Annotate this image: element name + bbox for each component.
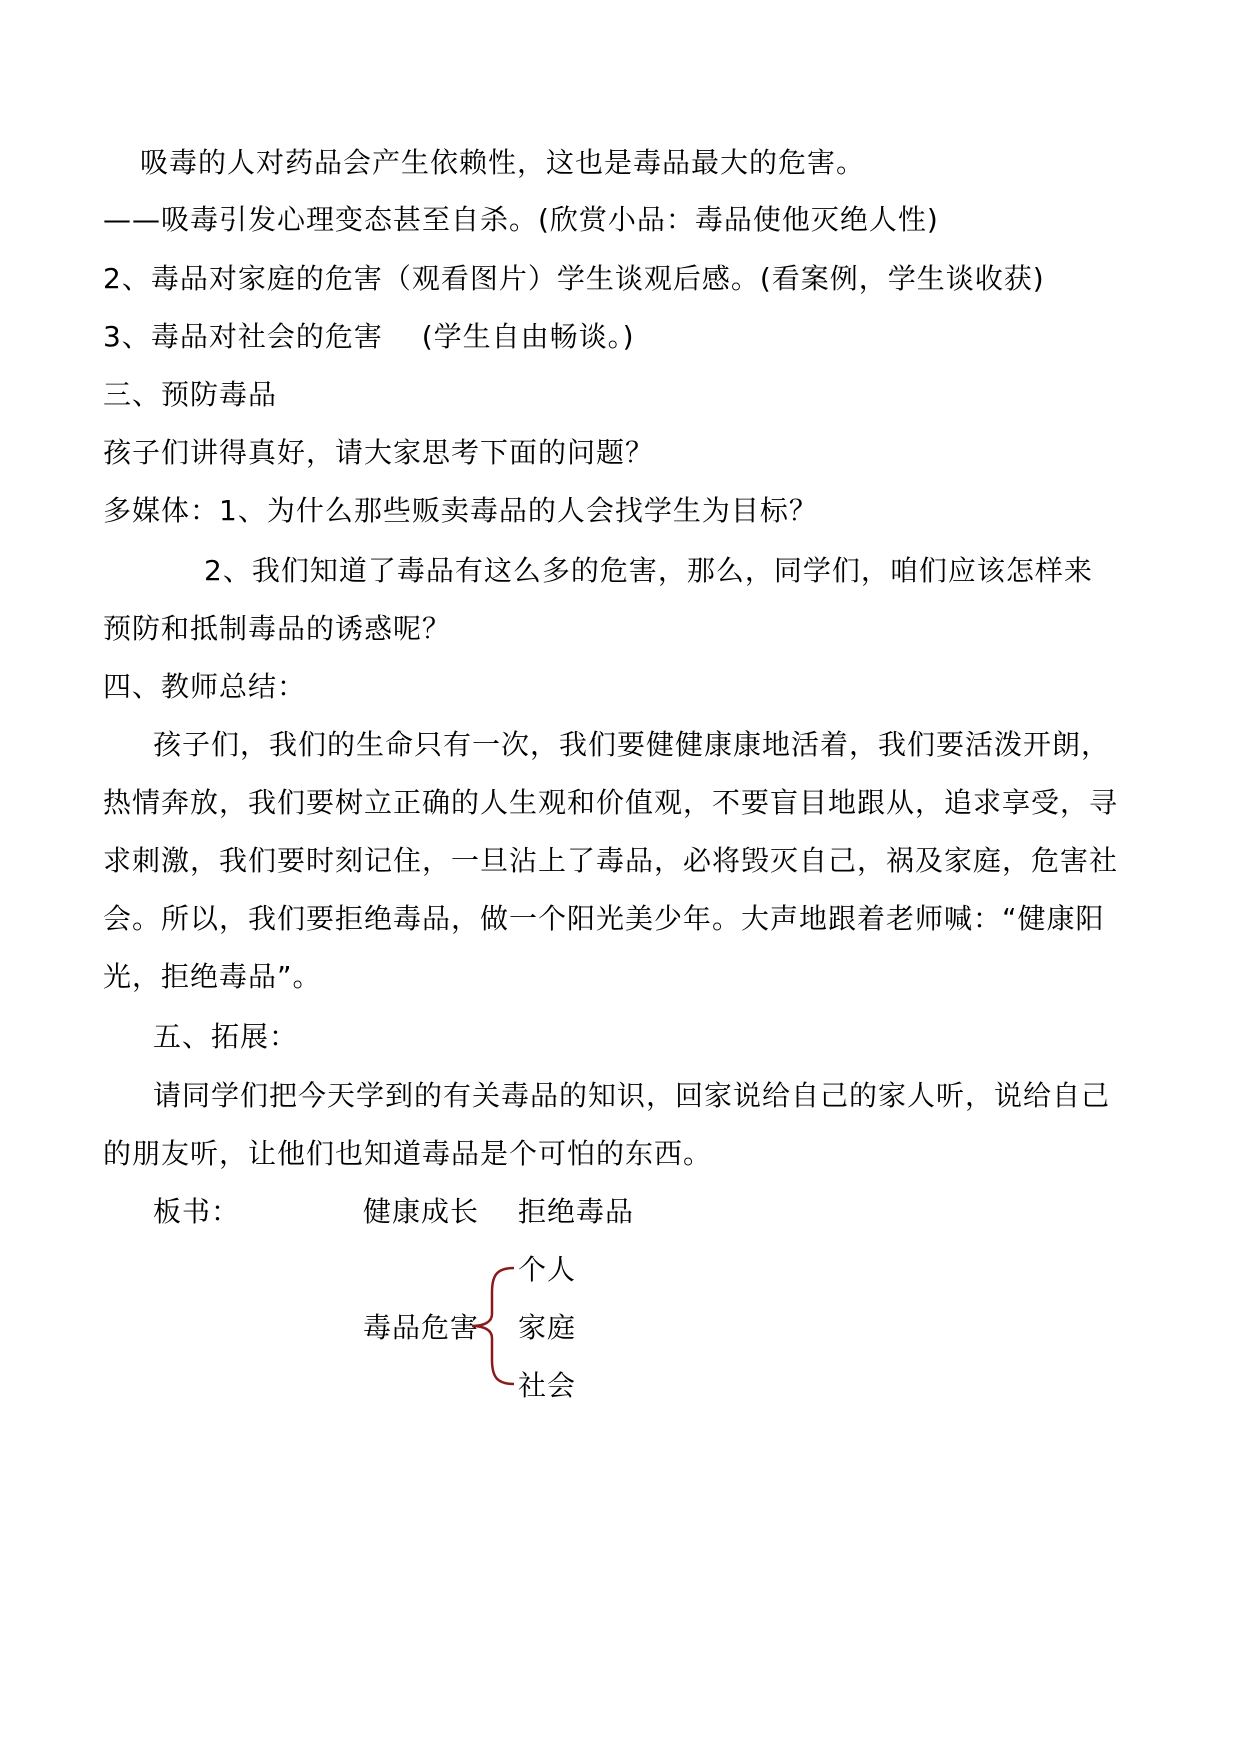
board-branch-family: 家庭: [518, 1311, 577, 1344]
paragraph-family-harm: 2、毒品对家庭的危害（观看图片）学生谈观后感。(看案例，学生谈收获): [103, 262, 1045, 295]
summary-line-1: 孩子们，我们的生命只有一次，我们要健健康康地活着，我们要活泼开朗，: [153, 728, 1111, 761]
brace-path: [472, 1268, 514, 1384]
paragraph-multimedia-q2-cont: 预防和抵制毒品的诱惑呢？: [103, 612, 452, 645]
board-branch-society: 社会: [518, 1369, 577, 1402]
heading-prevent-drugs: 三、预防毒品: [103, 378, 278, 411]
summary-line-5: 光，拒绝毒品”。: [103, 960, 322, 993]
extension-line-2: 的朋友听，让他们也知道毒品是个可怕的东西。: [103, 1137, 713, 1170]
summary-line-4: 会。所以，我们要拒绝毒品，做一个阳光美少年。大声地跟着老师喊：“健康阳: [103, 902, 1105, 935]
paragraph-think-question: 孩子们讲得真好，请大家思考下面的问题？: [103, 436, 655, 469]
board-root-label: 毒品危害: [363, 1311, 480, 1344]
summary-line-3: 求刺激，我们要时刻记住，一旦沾上了毒品，必将毁灭自己，祸及家庭，危害社: [103, 844, 1119, 877]
heading-teacher-summary: 四、教师总结：: [103, 670, 307, 703]
paragraph-society-harm: 3、毒品对社会的危害 (学生自由畅谈。): [103, 320, 635, 353]
paragraph-multimedia-q1: 多媒体：1、为什么那些贩卖毒品的人会找学生为目标？: [103, 494, 818, 527]
extension-line-1: 请同学们把今天学到的有关毒品的知识，回家说给自己的家人听，说给自己: [153, 1079, 1111, 1112]
board-title-left: 健康成长: [363, 1195, 480, 1228]
paragraph-drug-dependency: 吸毒的人对药品会产生依赖性，这也是毒品最大的危害。: [140, 146, 866, 179]
board-branch-personal: 个人: [518, 1253, 577, 1286]
heading-extension: 五、拓展：: [153, 1020, 299, 1053]
board-label: 板书：: [153, 1195, 241, 1228]
brace-diagram: [462, 1262, 522, 1392]
paragraph-psychological-harm: ——吸毒引发心理变态甚至自杀。(欣赏小品：毒品使他灭绝人性): [103, 203, 939, 236]
paragraph-multimedia-q2: 2、我们知道了毒品有这么多的危害，那么，同学们，咱们应该怎样来: [204, 554, 1093, 587]
summary-line-2: 热情奔放，我们要树立正确的人生观和价值观，不要盲目地跟从，追求享受，寻: [103, 786, 1119, 819]
board-title-right: 拒绝毒品: [518, 1195, 635, 1228]
